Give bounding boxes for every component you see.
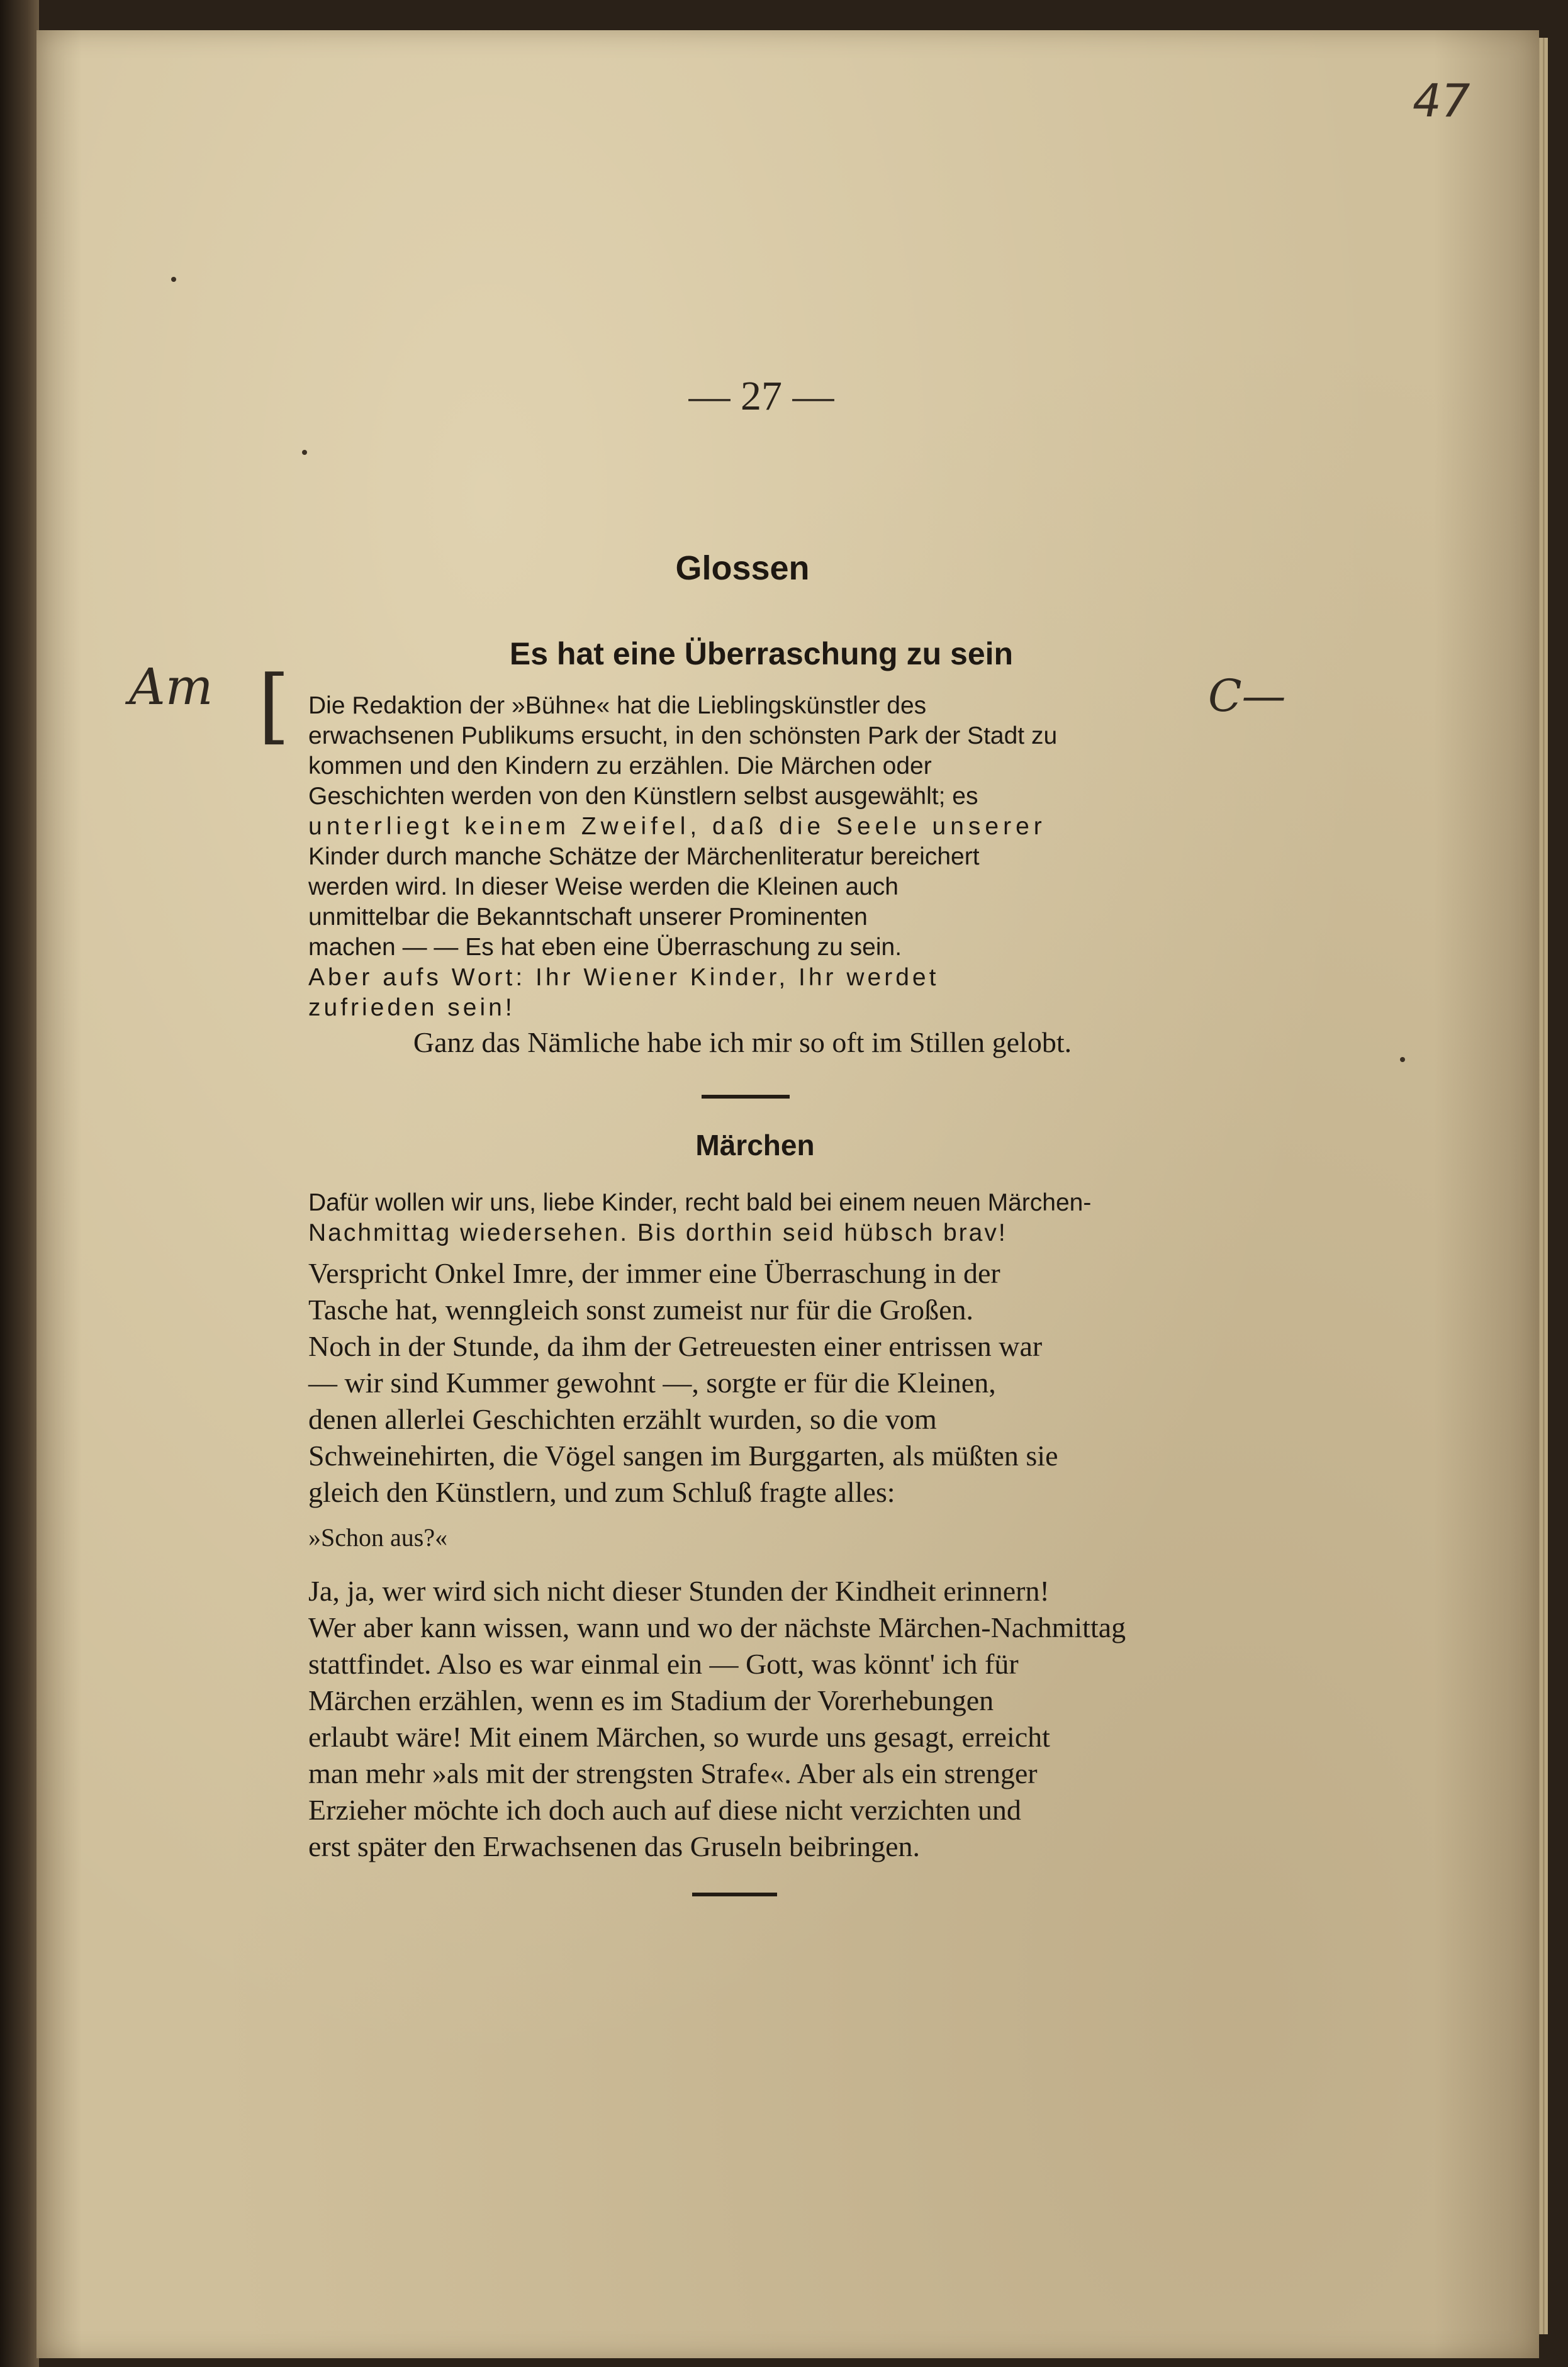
article-line: unterliegt keinem Zweifel, daß die Seele unserer <box>308 813 1046 840</box>
final-line: stattfindet. Also es war einmal ein — Gott, was könnt' ich für <box>308 1648 1019 1680</box>
article-title: Es hat eine Überraschung zu sein <box>509 636 1014 671</box>
folio-number: 47 <box>1413 74 1470 127</box>
final-line: man mehr »als mit der strengsten Strafe«. Aber als ein strenger <box>308 1757 1038 1789</box>
final-line: Erzieher möchte ich doch auch auf diese nicht verzichten und <box>308 1794 1021 1826</box>
body-line: gleich den Künstlern, und zum Schluß fragte alles: <box>308 1476 895 1508</box>
marchen-body <box>308 1255 1177 1511</box>
paper-speck <box>302 450 307 455</box>
article-line: werden wird. In dieser Weise werden die Kleinen auch <box>308 873 899 900</box>
body-line: Tasche hat, wenngleich sonst zumeist nur für die Großen. <box>308 1294 974 1326</box>
marchen-final <box>308 1573 1177 1865</box>
article-line: Kinder durch manche Schätze der Märchenliteratur bereichert <box>308 843 980 870</box>
article-line: erwachsenen Publikums ersucht, in den schönsten Park der Stadt zu <box>308 722 1058 749</box>
quote-line: »Schon aus?« <box>308 1523 448 1552</box>
margin-annotation-left: Am <box>129 658 213 716</box>
article-line: Aber aufs Wort: Ihr Wiener Kinder, Ihr werdet <box>308 964 939 991</box>
article-line: zufrieden sein! <box>308 994 515 1021</box>
intro-line: Nachmittag wiedersehen. Bis dorthin seid hübsch brav! <box>308 1219 1007 1246</box>
body-line: — wir sind Kummer gewohnt —, sorgte er für die Kleinen, <box>308 1367 996 1399</box>
closing-line: Ganz das Nämliche habe ich mir so oft im Stillen gelobt. <box>413 1026 1072 1058</box>
marchen-title: Märchen <box>695 1129 815 1161</box>
body-line: Noch in der Stunde, da ihm der Getreuesten einer entrissen war <box>308 1330 1043 1362</box>
article-line: Die Redaktion der »Bühne« hat die Lieblingskünstler des <box>308 692 927 719</box>
body-line: Verspricht Onkel Imre, der immer eine Überraschung in der <box>308 1257 1000 1289</box>
body-line: Schweinehirten, die Vögel sangen im Burggarten, als müßten sie <box>308 1440 1058 1472</box>
binding-edge <box>0 0 39 2367</box>
end-divider <box>692 1893 777 1896</box>
final-line: Märchen erzählen, wenn es im Stadium der Vorerhebungen <box>308 1684 994 1716</box>
section-divider <box>702 1095 790 1099</box>
paper-speck <box>1400 1057 1405 1062</box>
article-paragraph <box>308 691 1177 1023</box>
article-line: machen — — Es hat eben eine Überraschung zu sein. <box>308 934 902 961</box>
final-line: erst später den Erwachsenen das Gruseln beibringen. <box>308 1830 921 1862</box>
article-line: unmittelbar die Bekanntschaft unserer Prominenten <box>308 904 868 931</box>
final-line: erlaubt wäre! Mit einem Märchen, so wurde uns gesagt, erreicht <box>308 1721 1050 1753</box>
body-line: denen allerlei Geschichten erzählt wurden, so die vom <box>308 1403 937 1435</box>
page-number: — 27 — <box>688 373 834 419</box>
margin-annotation-right: C— <box>1208 670 1286 722</box>
bracket-left-icon: [ <box>258 658 290 753</box>
article-line: Geschichten werden von den Künstlern selbst ausgewählt; es <box>308 783 978 810</box>
intro-line: Dafür wollen wir uns, liebe Kinder, recht bald bei einem neuen Märchen- <box>308 1189 1092 1216</box>
paper-speck <box>171 277 176 282</box>
section-title: Glossen <box>675 549 810 587</box>
final-line: Wer aber kann wissen, wann und wo der nächste Märchen-Nachmittag <box>308 1611 1126 1643</box>
final-line: Ja, ja, wer wird sich nicht dieser Stunden der Kindheit erinnern! <box>308 1575 1050 1607</box>
article-line: kommen und den Kindern zu erzählen. Die Märchen oder <box>308 753 932 780</box>
marchen-intro <box>308 1188 1177 1248</box>
